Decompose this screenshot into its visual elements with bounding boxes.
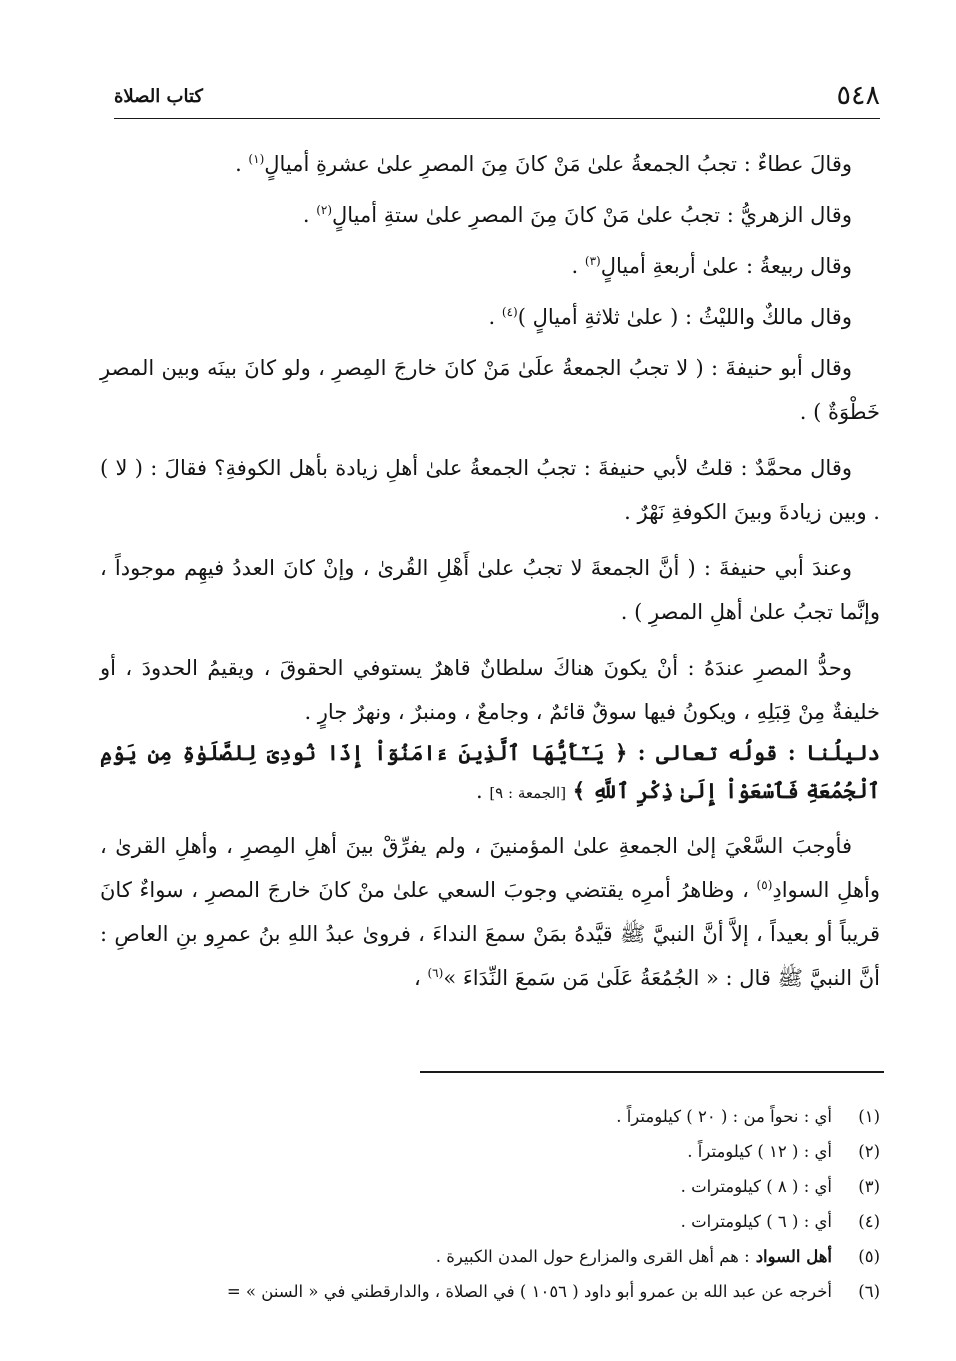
- paragraph-text: وحدُّ المصرِ عندَهُ : أنْ يكونَ هناكَ سلطانٌ قاهرٌ يستوفي الحقوقَ ، ويقيمُ الحدودَ ، أو خليفةٌ مِنْ قِبَلِهِ ، ويكونُ فيها سوقٌ قائمٌ ، وجامعٌ ، ومنبرٌ ، ونهرٌ جارٍ .: [100, 656, 880, 724]
- paragraph-tail: .: [571, 254, 585, 278]
- footnote-separator: [420, 1071, 884, 1073]
- footnote-text: أي : ( ١٢ ) كيلومتراً .: [687, 1142, 832, 1161]
- footnote-text: أخرجه عن عبد الله بن عمرو أبو داود ( ١٠٥٦ ) في الصلاة ، والدارقطني في « السنن » =: [226, 1282, 832, 1301]
- paragraph-tail: .: [475, 779, 490, 803]
- footnote-number: ( ٣ ): [832, 1169, 880, 1204]
- footnote-number: ( ٢ ): [832, 1134, 880, 1169]
- footnote-text: : هم أهل القرى والمزارع حول المدن الكبيرة .: [435, 1247, 750, 1266]
- footnote-number: ( ٦ ): [832, 1274, 880, 1309]
- paragraph-text: وقال ربيعةُ : علىٰ أربعةِ أميالٍ: [600, 254, 852, 278]
- main-text: [100, 142, 880, 1000]
- paragraph-text: ، وظاهرُ أمرِه يقتضي وجوبَ السعي علىٰ منْ كانَ خارجَ المصرِ ، سواءٌ كانَ قريباً أو بعيداً ، إلاَّ أنَّ النبيَّ ﷺ قيَّدهُ بمَنْ سمعَ النداءَ ، فروىٰ عبدُ اللهِ بنُ عمرِو بنِ العاصِ : أنَّ النبيَّ ﷺ قال : « الجُمُعَةُ عَلَىٰ مَن سَمعَ النِّدَاءَ »: [100, 878, 880, 990]
- footnote-reference: (٦): [427, 966, 444, 980]
- paragraph-tail: .: [235, 152, 249, 176]
- paragraph: [100, 446, 880, 534]
- paragraph: [100, 824, 880, 1000]
- footnote: [100, 1134, 880, 1169]
- evidence-lead: دليلُنا: [806, 740, 880, 765]
- footnote: [100, 1204, 880, 1239]
- footnote: [100, 1169, 880, 1204]
- paragraph: [100, 193, 880, 237]
- paragraph-tail: .: [488, 305, 502, 329]
- footnote-number: ( ٤ ): [832, 1204, 880, 1239]
- footnote-text: أي : ( ٦ ) كيلومترات .: [680, 1212, 832, 1231]
- paragraph-evidence: [100, 734, 880, 812]
- page-number: ٥٤٨: [836, 80, 880, 111]
- paragraph-text: وقال محمَّدٌ : قلتُ لأبي حنيفةَ : تجبُ الجمعةُ علىٰ أهلِ زيادة بأهل الكوفةِ؟ فقالَ : ( لا ) . وبين زيادةَ وبينَ الكوفةِ نَهْرٌ .: [100, 456, 880, 524]
- paragraph: [100, 546, 880, 634]
- footnote-text: أي : ( ٨ ) كيلومترات .: [680, 1177, 832, 1196]
- footnote-reference: (٤): [501, 305, 518, 319]
- paragraph-text: وعندَ أبي حنيفةَ : ( أنَّ الجمعةَ لا تجبُ علىٰ أَهْلِ القُرىٰ ، وإنْ كانَ العددُ فيهِم موجوداً ، وإنَّما تجبُ علىٰ أهلِ المصرِ ) .: [100, 556, 880, 624]
- paragraph: [100, 244, 880, 288]
- paragraph-text: وقالَ عطاءٌ : تجبُ الجمعةُ علىٰ مَنْ كانَ مِنَ المصرِ علىٰ عشرةِ أميالٍ: [264, 152, 852, 176]
- paragraph-text: وقال مالكٌ والليْثُ : ( علىٰ ثلاثةِ أميالٍ ): [517, 305, 852, 329]
- footnote-reference: (٥): [756, 878, 773, 892]
- running-header: [114, 78, 880, 119]
- footnote-number: ( ٥ ): [832, 1239, 880, 1274]
- footnote-term: أهل السواد: [755, 1247, 832, 1266]
- book-title: كتاب الصلاة: [114, 86, 203, 107]
- footnote: [100, 1274, 880, 1309]
- paragraph-text: فأوجبَ السَّعْيَ إلىٰ الجمعةِ علىٰ المؤمنينَ ، ولم يفرِّقْ بينَ أهلِ المِصرِ ، وأهلِ القرىٰ ، وأهلِ السوادِ: [100, 834, 880, 902]
- paragraph-text: وقال أبو حنيفةَ : ( لا تجبُ الجمعةُ علَىٰ مَنْ كانَ خارجَ المِصرِ ، ولو كانَ بينَه وبين المصرِ خَطْوَةٌ ) .: [100, 356, 880, 424]
- footnote: [100, 1239, 880, 1274]
- footnote-reference: (١): [248, 152, 265, 166]
- paragraph: [100, 646, 880, 734]
- footnote-text: أي : نحواً من : ( ٢٠ ) كيلومتراً .: [616, 1107, 832, 1126]
- quran-verse: : قولُه تعالى : ﴿ يَـٰٓأَيُّهَا ٱلَّذِينَ ءَامَنُوٓاْ إِذَا نُودِىَ لِلصَّلَوٰةِ مِن يَوْمِ ٱلْجُمُعَةِ فَٱسْعَوْاْ إِلَىٰ ذِكْرِ ٱللَّهِ ﴾: [100, 740, 880, 803]
- footnote-number: ( ١ ): [832, 1099, 880, 1134]
- footnote-reference: (٣): [584, 254, 601, 268]
- verse-citation: [الجمعة : ٩]: [489, 784, 567, 802]
- paragraph: [100, 142, 880, 186]
- paragraph: [100, 346, 880, 434]
- footnotes: [100, 1099, 880, 1309]
- footnote: [100, 1099, 880, 1134]
- paragraph-tail: ،: [414, 966, 428, 990]
- footnote-reference: (٢): [316, 203, 333, 217]
- paragraph-text: وقال الزهريُّ : تجبُ علىٰ مَنْ كانَ مِنَ المصرِ علىٰ ستةِ أميالٍ: [332, 203, 852, 227]
- paragraph: [100, 295, 880, 339]
- paragraph-tail: .: [302, 203, 317, 227]
